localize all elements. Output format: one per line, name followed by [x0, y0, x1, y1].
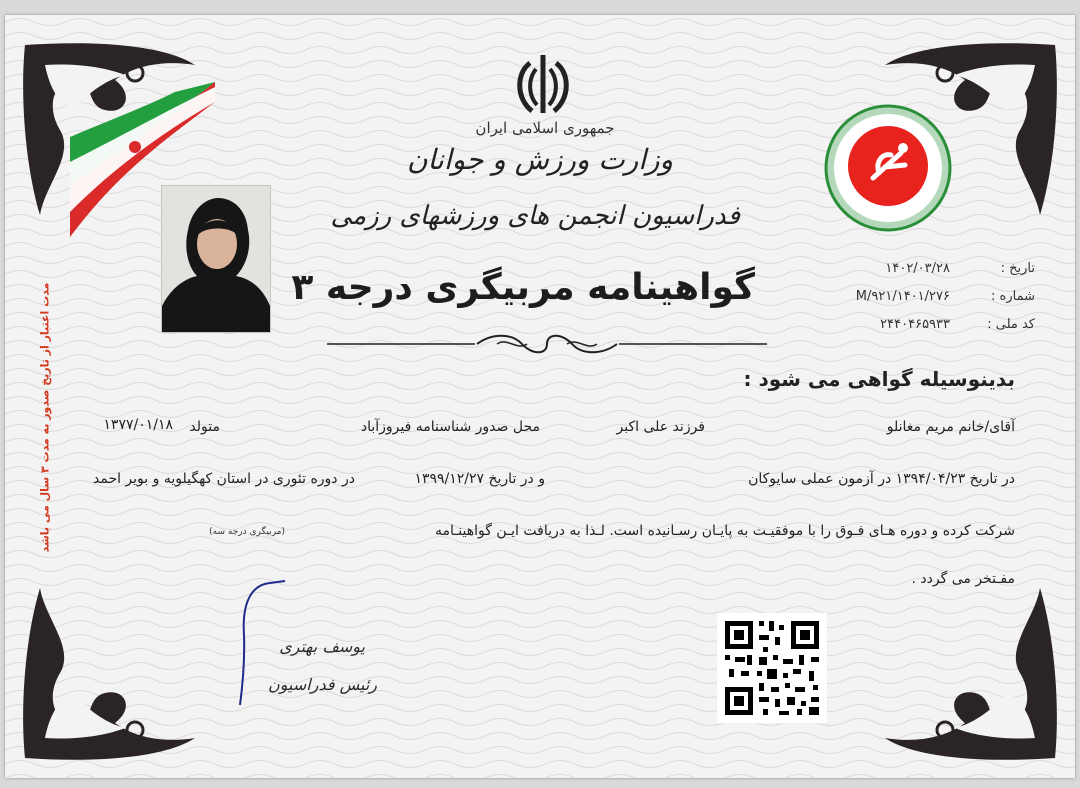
date-value: ۱۴۰۲/۰۳/۲۸ — [885, 261, 950, 276]
theory-date-line: و در تاریخ ۱۳۹۹/۱۲/۲۷ — [414, 471, 545, 487]
birth-date: ۱۳۷۷/۰۱/۱۸ — [103, 417, 173, 433]
practical-exam-line: در تاریخ ۱۳۹۴/۰۴/۲۳ در آزمون عملی سایوکان — [748, 471, 1015, 487]
title-divider — [327, 333, 767, 355]
certificate-title: گواهینامه مربیگری درجه ۳ — [291, 267, 755, 308]
portrait-image — [162, 186, 270, 332]
grade-note: (مربیگری درجه سه) — [209, 527, 285, 537]
theory-course-line: در دوره تئوری در استان کهگیلویه و بویر احمد — [93, 471, 355, 487]
federation-line: فدراسیون انجمن های ورزشهای رزمی — [330, 201, 740, 231]
corner-ornament-bottom-left — [15, 578, 205, 768]
issue-place: محل صدور شناسنامه فیروزآباد — [360, 419, 540, 435]
number-label: شماره : — [991, 289, 1035, 304]
date-label: تاریخ : — [1000, 261, 1035, 276]
validity-side-note: مدت اعتبار از تاریخ صدور به مدت ۳ سال می باشد — [38, 282, 52, 553]
holder-name: آقای/خانم مریم مغانلو — [886, 419, 1015, 435]
father-name: فرزند علی اکبر — [616, 419, 705, 435]
qr-code — [717, 613, 827, 723]
intro-line: بدینوسیله گواهی می شود : — [743, 367, 1015, 391]
republic-line: جمهوری اسلامی ایران — [475, 119, 615, 137]
closing-line: مفـتخر می گردد . — [911, 571, 1015, 587]
signer-name: یوسف بهتری — [279, 637, 365, 656]
federation-logo — [813, 103, 963, 233]
holder-photo — [161, 185, 271, 333]
birth-label: متولد — [189, 419, 220, 435]
signer-role: رئیس فدراسیون — [268, 675, 377, 694]
ministry-line: وزارت ورزش و جوانان — [406, 143, 674, 176]
certificate-sheet — [5, 15, 1075, 778]
completion-line: شرکت کرده و دوره هـای فـوق را با موفقیـت به پایـان رسـانیده است. لـذا به دریافت ایـن گواهینـامه — [434, 523, 1015, 539]
national-code-label: کد ملی : — [987, 317, 1035, 332]
corner-ornament-bottom-right — [875, 578, 1065, 768]
logo-ring-text-en — [5, 15, 6, 16]
number-value: ۱۴۰۱/۲۷۶/M/۹۲۱ — [855, 289, 950, 304]
national-code-value: ۲۴۴۰۴۶۵۹۳۳ — [880, 317, 950, 332]
iran-emblem-icon — [510, 51, 576, 117]
